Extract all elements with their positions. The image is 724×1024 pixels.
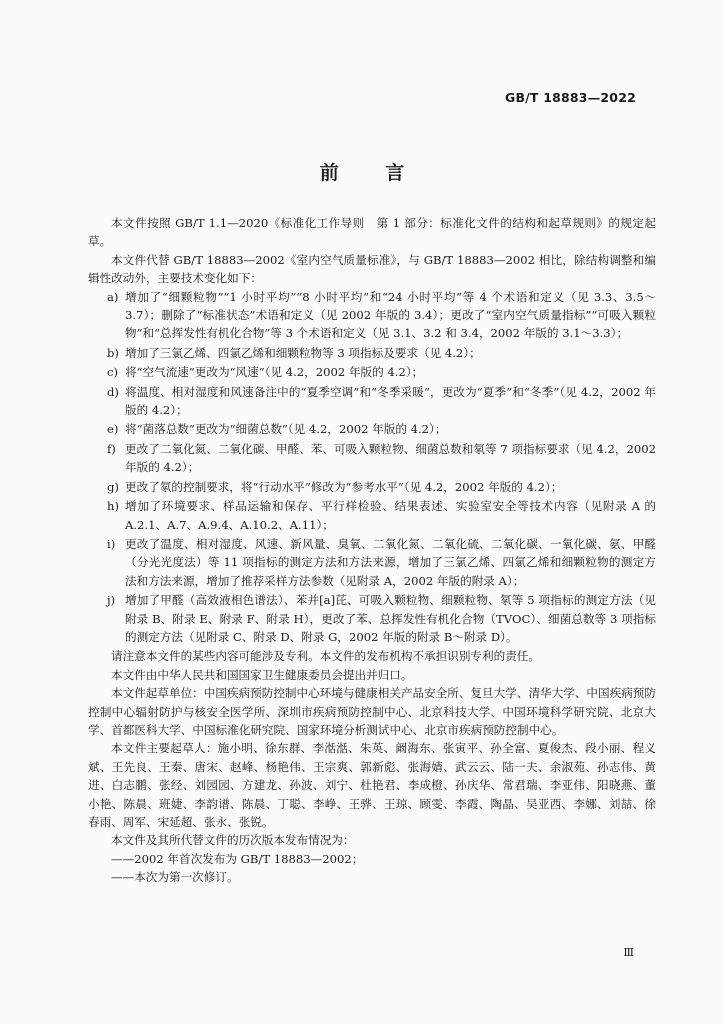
paragraph-patent-notice: 请注意本文件的某些内容可能涉及专利。本文件的发布机构不承担识别专利的责任。	[111, 649, 540, 664]
list-item-text: 更改了温度、相对湿度、风速、新风量、臭氧、二氧化氮、二氧化硫、二氧化碳、一氧化碳、氨、甲醛（分光光度法）等 11 项指标的测定方法和方法来源，增加了三氯乙烯、四氯乙烯和细颗粒物的测定方法和方法来源，增加了推荐采样方法参数（见附录 A，2002 年版的附录 A）；	[125, 536, 656, 588]
list-item-label: f)	[107, 441, 116, 456]
list-item-text: 增加了三氯乙烯、四氯乙烯和细颗粒物等 3 项指标及要求（见 4.2）；	[125, 345, 481, 360]
list-item	[88, 344, 656, 362]
history-item: ——本次为第一次修订。	[111, 870, 239, 885]
list-item-label: h)	[107, 499, 119, 514]
history-list	[88, 850, 656, 887]
list-item	[88, 440, 656, 477]
list-item	[88, 363, 656, 381]
list-item-text: 增加了环境要求、样品运输和保存、平行样检验、结果表述、实验室安全等技术内容（见附录 A 的 A.2.1、A.7、A.9.4、A.10.2、A.11）；	[125, 499, 656, 532]
list-item-label: j)	[107, 593, 116, 608]
list-item	[88, 288, 656, 343]
list-item-label: d)	[107, 384, 119, 399]
list-item-label: i)	[107, 536, 116, 551]
list-item-text: 增加了甲醛（高效液相色谱法）、苯并[a]芘、可吸入颗粒物、细颗粒物、氡等 5 项指标的测定方法（见附录 B、附录 E、附录 F、附录 H），更改了苯、总挥发性有机化合物（TVOC）、细菌总数等 3 项指标的测定方法（见附录 C、附录 D、附录 G，2002 年版的附录 B～附录 D）。	[125, 593, 656, 644]
list-item-text: 更改了氡的控制要求，将“行动水平”修改为“参考水平”（见 4.2，2002 年版的 4.2）；	[125, 479, 563, 494]
changes-list	[88, 288, 656, 647]
list-item-label: g)	[107, 479, 119, 494]
list-item-text: 增加了“细颗粒物”“1 小时平均”“8 小时平均”和“24 小时平均”等 4 个术语和定义（见 3.3、3.5～3.7）；删除了“标准状态”术语和定义（见 2002 年版的 3.4）；更改了“室内空气质量指标”“可吸入颗粒物”和“总挥发性有机化合物”等 3 个术语和定义（见 3.1、3.2 和 3.4，2002 年版的 3.1～3.3）；	[125, 289, 656, 341]
list-item-label: a)	[107, 289, 119, 304]
paragraph-proposer: 本文件由中华人民共和国国家卫生健康委员会提出并归口。	[111, 667, 413, 682]
list-item-label: b)	[107, 345, 119, 360]
list-item-text: 将温度、相对湿度和风速备注中的“夏季空调”和“冬季采暖”，更改为“夏季”和“冬季”（见 4.2，2002 年版的 4.2）；	[125, 384, 656, 418]
list-item-label: e)	[107, 422, 119, 437]
paragraph-history-intro: 本文件及其所代替文件的历次版本发布情况为：	[111, 833, 355, 848]
list-item	[88, 383, 656, 420]
list-item	[88, 478, 656, 496]
list-item	[88, 591, 656, 646]
list-item	[88, 497, 656, 534]
history-item: ——2002 年首次发布为 GB/T 18883—2002；	[111, 851, 364, 866]
foreword-body	[88, 214, 656, 887]
list-item-text: 将“菌落总数”更改为“细菌总数”（见 4.2，2002 年版的 4.2）；	[125, 422, 447, 437]
list-item	[88, 420, 656, 438]
paragraph-replacement: 本文件代替 GB/T 18883—2002《室内空气质量标准》，与 GB/T 18883—2002 相比，除结构调整和编辑性改动外，主要技术变化如下：	[88, 252, 656, 286]
paragraph-drafting-units: 本文件起草单位：中国疾病预防控制中心环境与健康相关产品安全所、复旦大学、清华大学、中国疾病预防控制中心辐射防护与核安全医学所、深圳市疾病预防控制中心、北京科技大学、中国环境科学研究院、北京大学、首都医科大学、中国标准化研究院、国家环境分析测试中心、北京市疾病预防控制中心。	[88, 686, 656, 737]
list-item-label: c)	[107, 365, 119, 380]
paragraph-drafters: 本文件主要起草人：施小明、徐东群、李湉湉、朱英、阚海东、张寅平、孙全富、夏俊杰、段小丽、程义斌、王先良、王秦、唐宋、赵峰、杨艳伟、王宗爽、郭新彪、张海婧、武云云、陆一夫、余淑苑、孙志伟、黄进、白志鹏、张经、刘园园、方建龙、孙波、刘宁、杜艳君、李成橙、孙庆华、常君瑞、李亚伟、阳晓燕、董小艳、陈晨、班婕、李韵谱、陈晨、丁聪、李峥、王骅、王琼、顾雯、李霞、陶晶、吴亚西、李娜、刘喆、徐春雨、周军、宋延超、张永、张锐。	[88, 741, 656, 829]
standard-number: GB/T 18883—2022	[504, 90, 636, 105]
list-item	[88, 535, 656, 590]
list-item-text: 更改了二氧化氮、二氧化碳、甲醛、苯、可吸入颗粒物、细菌总数和氡等 7 项指标要求（见 4.2，2002 年版的 4.2）；	[125, 441, 656, 475]
list-item-text: 将“空气流速”更改为“风速”（见 4.2，2002 年版的 4.2）；	[125, 365, 424, 380]
page-title: 前 言	[319, 162, 425, 184]
paragraph-drafting-rules: 本文件按照 GB/T 1.1—2020《标准化工作导则 第 1 部分：标准化文件的结构和起草规则》的规定起草。	[88, 216, 656, 249]
page-number: Ⅲ	[623, 946, 634, 959]
